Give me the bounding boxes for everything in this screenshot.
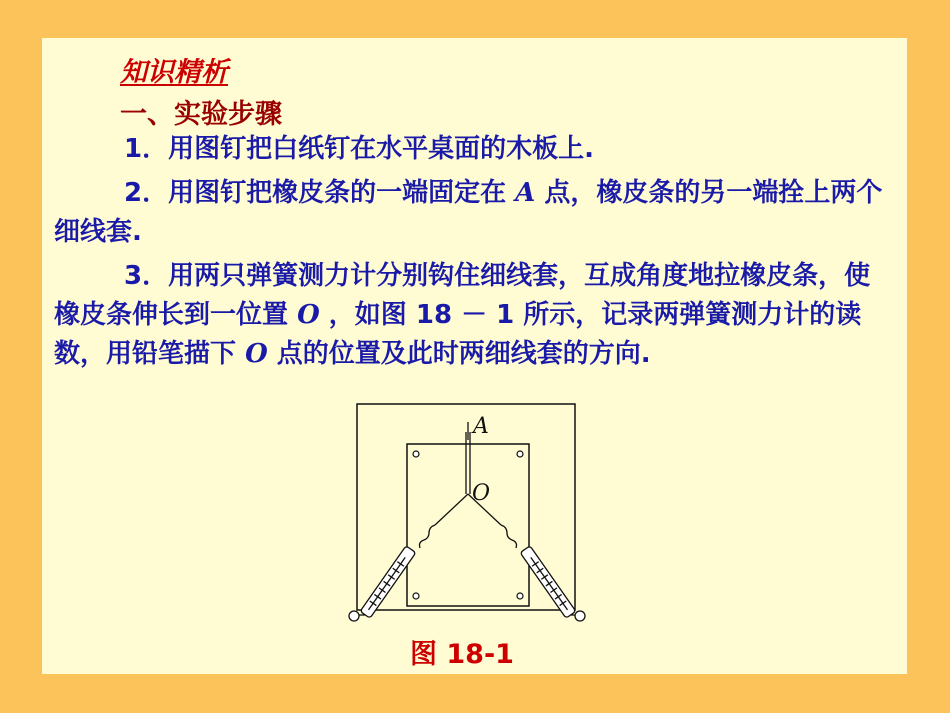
step-text: 点的位置及此时两细线套的方向.	[276, 339, 651, 369]
step-3	[54, 257, 896, 374]
pin-icon	[413, 593, 419, 599]
step-text: 用图钉把白纸钉在水平桌面的木板上.	[168, 134, 594, 164]
knowledge-heading: 知识精析	[120, 57, 228, 88]
scale-ring-right	[575, 611, 585, 621]
pin-icon	[413, 451, 419, 457]
point-a-label: A	[515, 178, 536, 208]
step-number: 3．	[124, 261, 169, 291]
hook-left	[420, 525, 436, 548]
step-text: ，如图 18 － 1 所示，记录两弹簧测力计的读数，用铅笔描下	[54, 300, 862, 369]
step-1	[54, 130, 896, 169]
experiment-diagram	[347, 402, 587, 626]
step-text: 点，橡皮条的另一端拴上两个细线套.	[54, 178, 883, 247]
pin-icon	[517, 593, 523, 599]
pin-icon	[517, 451, 523, 457]
string-left	[435, 494, 468, 525]
paper-sheet	[407, 444, 529, 606]
section-title: 一、实验步骤	[120, 99, 282, 130]
step-number: 1．	[124, 134, 169, 164]
hook-right	[501, 525, 517, 548]
figure-caption: 图 18-1	[410, 639, 514, 670]
rubber-band	[466, 432, 470, 494]
point-o-label: O	[245, 339, 268, 369]
scale-ring-left	[349, 611, 359, 621]
step-2	[54, 174, 896, 252]
diagram-label-a: A	[473, 414, 489, 439]
diagram-label-o: O	[472, 481, 491, 506]
point-o-label: O	[297, 300, 320, 330]
step-number: 2．	[124, 178, 169, 208]
slide-content	[42, 38, 907, 674]
step-text: 用两只弹簧测力计分别钩住细线套，互成角度地拉橡皮条，使橡皮条伸长到一位置	[54, 261, 871, 330]
step-text: 用图钉把橡皮条的一端固定在	[168, 178, 507, 208]
